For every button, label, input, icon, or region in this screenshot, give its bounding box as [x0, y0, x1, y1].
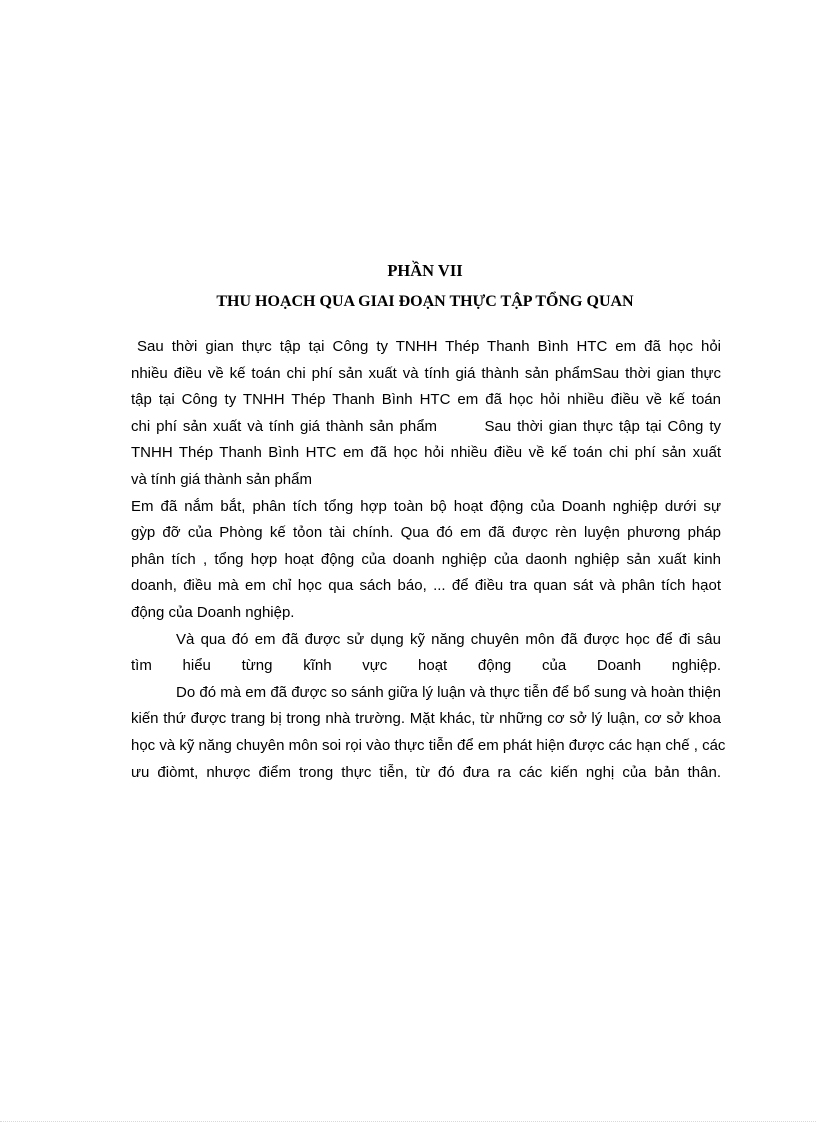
page-bottom-divider — [0, 1121, 816, 1122]
paragraph-3-line: Và qua đó em đã được sử dụng kỹ năng chuyên môn đã được học để đi sâu — [176, 630, 721, 648]
paragraph-2-line: phân tích , tổng hợp hoạt động của doanh nghiệp của daonh nghiệp sản xuất kinh — [131, 550, 721, 568]
chapter-title: THU HOẠCH QUA GIAI ĐOẠN THỰC TẬP TỔNG QUAN — [216, 293, 634, 310]
paragraph-1-line: TNHH Thép Thanh Bình HTC em đã học hỏi nhiều điều về kế toán chi phí sản xuất — [131, 444, 721, 462]
paragraph-2-line: động của Doanh nghiệp. — [131, 603, 295, 621]
paragraph-1-line: và tính giá thành sản phẩm — [131, 470, 312, 488]
chapter-heading: PHẦN VII — [387, 261, 463, 280]
paragraph-4-line: học và kỹ năng chuyên môn soi rọi vào thực tiễn để em phát hiện được các hạn chế , các — [131, 736, 726, 754]
paragraph-4-line: Do đó mà em đã được so sánh giữa lý luận và thực tiễn để bổ sung và hoàn thiện — [176, 683, 721, 701]
paragraph-4-line: ưu điòmt, nhược điểm trong thực tiễn, từ đó đưa ra các kiến nghị của bản thân. — [131, 763, 721, 781]
paragraph-2-line: Em đã nắm bắt, phân tích tổng hợp toàn bộ hoạt động của Doanh nghiệp dưới sự — [131, 497, 721, 515]
paragraph-1-line: chi phí sản xuất và tính giá thành sản phẩm Sau thời gian thực tập tại Công ty — [131, 417, 721, 435]
paragraph-1-line: nhiều điều về kế toán chi phí sản xuất và tính giá thành sản phẩmSau thời gian thực — [131, 364, 721, 382]
body-text — [131, 334, 726, 786]
paragraph-3-line: tìm hiểu từng kĩnh vực hoạt động của Doanh nghiệp. — [131, 657, 721, 675]
paragraph-4-line: kiến thứ được trang bị trong nhà trường. Mặt khác, từ những cơ sở lý luận, cơ sở khoa — [131, 710, 721, 728]
paragraph-1-line: Sau thời gian thực tập tại Công ty TNHH Thép Thanh Bình HTC em đã học hỏi — [137, 338, 721, 355]
paragraph-2-line: gỳp đỡ của Phòng kế tỏon tài chính. Qua đó em đã được rèn luyện phương pháp — [131, 524, 721, 542]
paragraph-1-line: tập tại Công ty TNHH Thép Thanh Bình HTC em đã học hỏi nhiều điều về kế toán — [131, 391, 721, 409]
paragraph-2-line: doanh, điều mà em chỉ học qua sách báo, ... để điều tra quan sát và phân tích hạot — [131, 577, 721, 595]
